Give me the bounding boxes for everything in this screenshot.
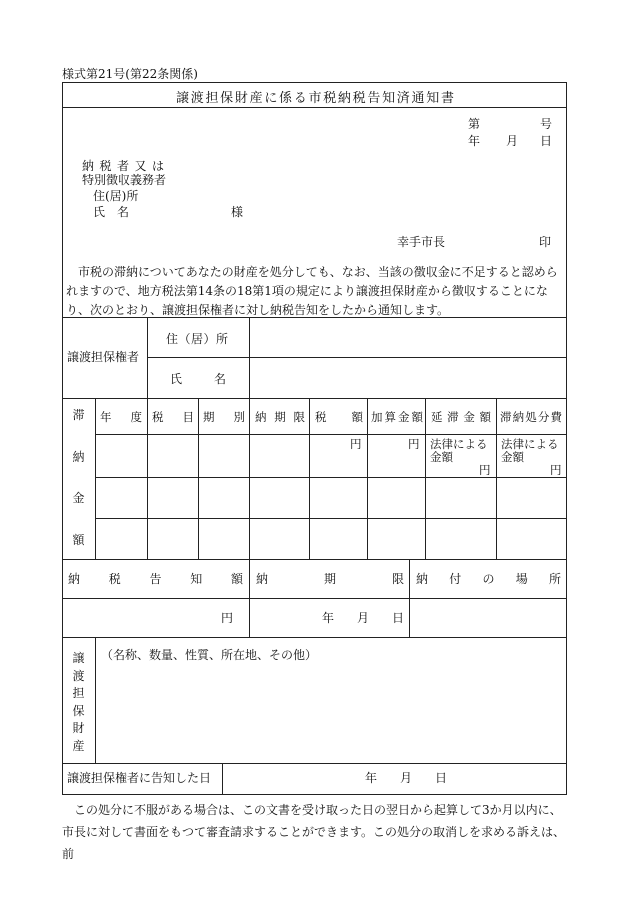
- number-prefix: 第: [468, 117, 481, 131]
- date-day-label: 日: [540, 134, 553, 148]
- notice-date-year: 年: [322, 611, 335, 625]
- notice-amount-yen: 円: [221, 611, 234, 625]
- date-year-label: 年: [468, 134, 481, 148]
- addressee-name-label: 氏 名: [93, 205, 130, 219]
- notified-date-label: 譲渡担保権者に告知した日: [67, 771, 212, 785]
- notified-date-month: 月: [400, 771, 413, 785]
- disposition-legal-note-line2: 金額: [501, 450, 524, 464]
- holder-label: 譲渡担保権者: [67, 350, 140, 364]
- header-period: 期 別: [203, 409, 245, 424]
- header-fiscal-year: 年 度: [100, 409, 142, 424]
- delinquency-yen: 円: [479, 463, 491, 477]
- header-disposition-cost: 滞 納 処 分 費: [500, 409, 562, 424]
- notified-date-year: 年: [365, 771, 378, 785]
- body-text: 市税の滞納についてあなたの財産を処分しても、なお、当該の徴収金に不足すると認められますので、地方税法第14条の18第1項の規定により譲渡担保財産から徴収することになり、次のとおり、譲渡担保権者に対し納税告知をしたから通知します。: [66, 265, 558, 317]
- delinquency-legal-note-line1: 法律による: [430, 437, 488, 451]
- form-title: 譲 渡 担 保 財 産 に 係 る 市 税 納 税 告 知 済 通 知 書: [176, 90, 454, 106]
- delinquency-legal-note-line2: 金額: [430, 450, 453, 464]
- property-note: （名称、数量、性質、所在地、その他）: [101, 648, 318, 662]
- disposition-legal-note-line1: 法律による: [501, 437, 559, 451]
- header-tax-item: 税 目: [152, 409, 194, 424]
- addressee-honorific: 様: [231, 205, 244, 219]
- addressee-address-label: 住(居)所: [93, 189, 139, 203]
- addressee-line2: 特別徴収義務者: [82, 173, 167, 187]
- date-month-label: 月: [506, 134, 519, 148]
- notice-amount-label: 納 税 告 知 額: [68, 572, 243, 586]
- header-tax-amount: 税 額: [315, 409, 363, 424]
- notice-date-month: 月: [357, 611, 370, 625]
- disposition-yen: 円: [550, 463, 562, 477]
- header-additional-tax: 加 算 金 額: [371, 409, 423, 424]
- holder-name-label: 氏 名: [170, 372, 226, 386]
- issuer-seal: 印: [539, 235, 552, 249]
- property-side-label: 譲 渡 担 保 財 産: [72, 651, 85, 753]
- footer-text: この処分に不服がある場合は、この文書を受け取った日の翌日から起算して3か月以内に、市長に対して書面をもつて審査請求することができます。この処分の取消しを求める訴えは、前: [62, 803, 566, 861]
- notice-deadline-label: 納 期 限: [256, 572, 404, 586]
- arrears-side-label: 滞 納 金 額: [72, 408, 85, 547]
- header-delinquency-charge: 延 滞 金 額: [431, 409, 491, 424]
- tax-amount-yen: 円: [350, 437, 362, 451]
- addressee-line1: 納 税 者 又 は: [82, 159, 164, 173]
- notified-date-day: 日: [435, 771, 448, 785]
- form-number: 様式第21号(第22条関係): [62, 67, 198, 81]
- notice-place-label: 納 付 の 場 所: [416, 572, 561, 586]
- additional-tax-yen: 円: [408, 437, 420, 451]
- notice-date-day: 日: [392, 611, 405, 625]
- header-due-date: 納 期 限: [255, 409, 305, 424]
- number-suffix: 号: [540, 117, 553, 131]
- holder-address-label: 住 （ 居 ） 所: [166, 332, 228, 346]
- issuer-mayor: 幸手市長: [397, 235, 446, 249]
